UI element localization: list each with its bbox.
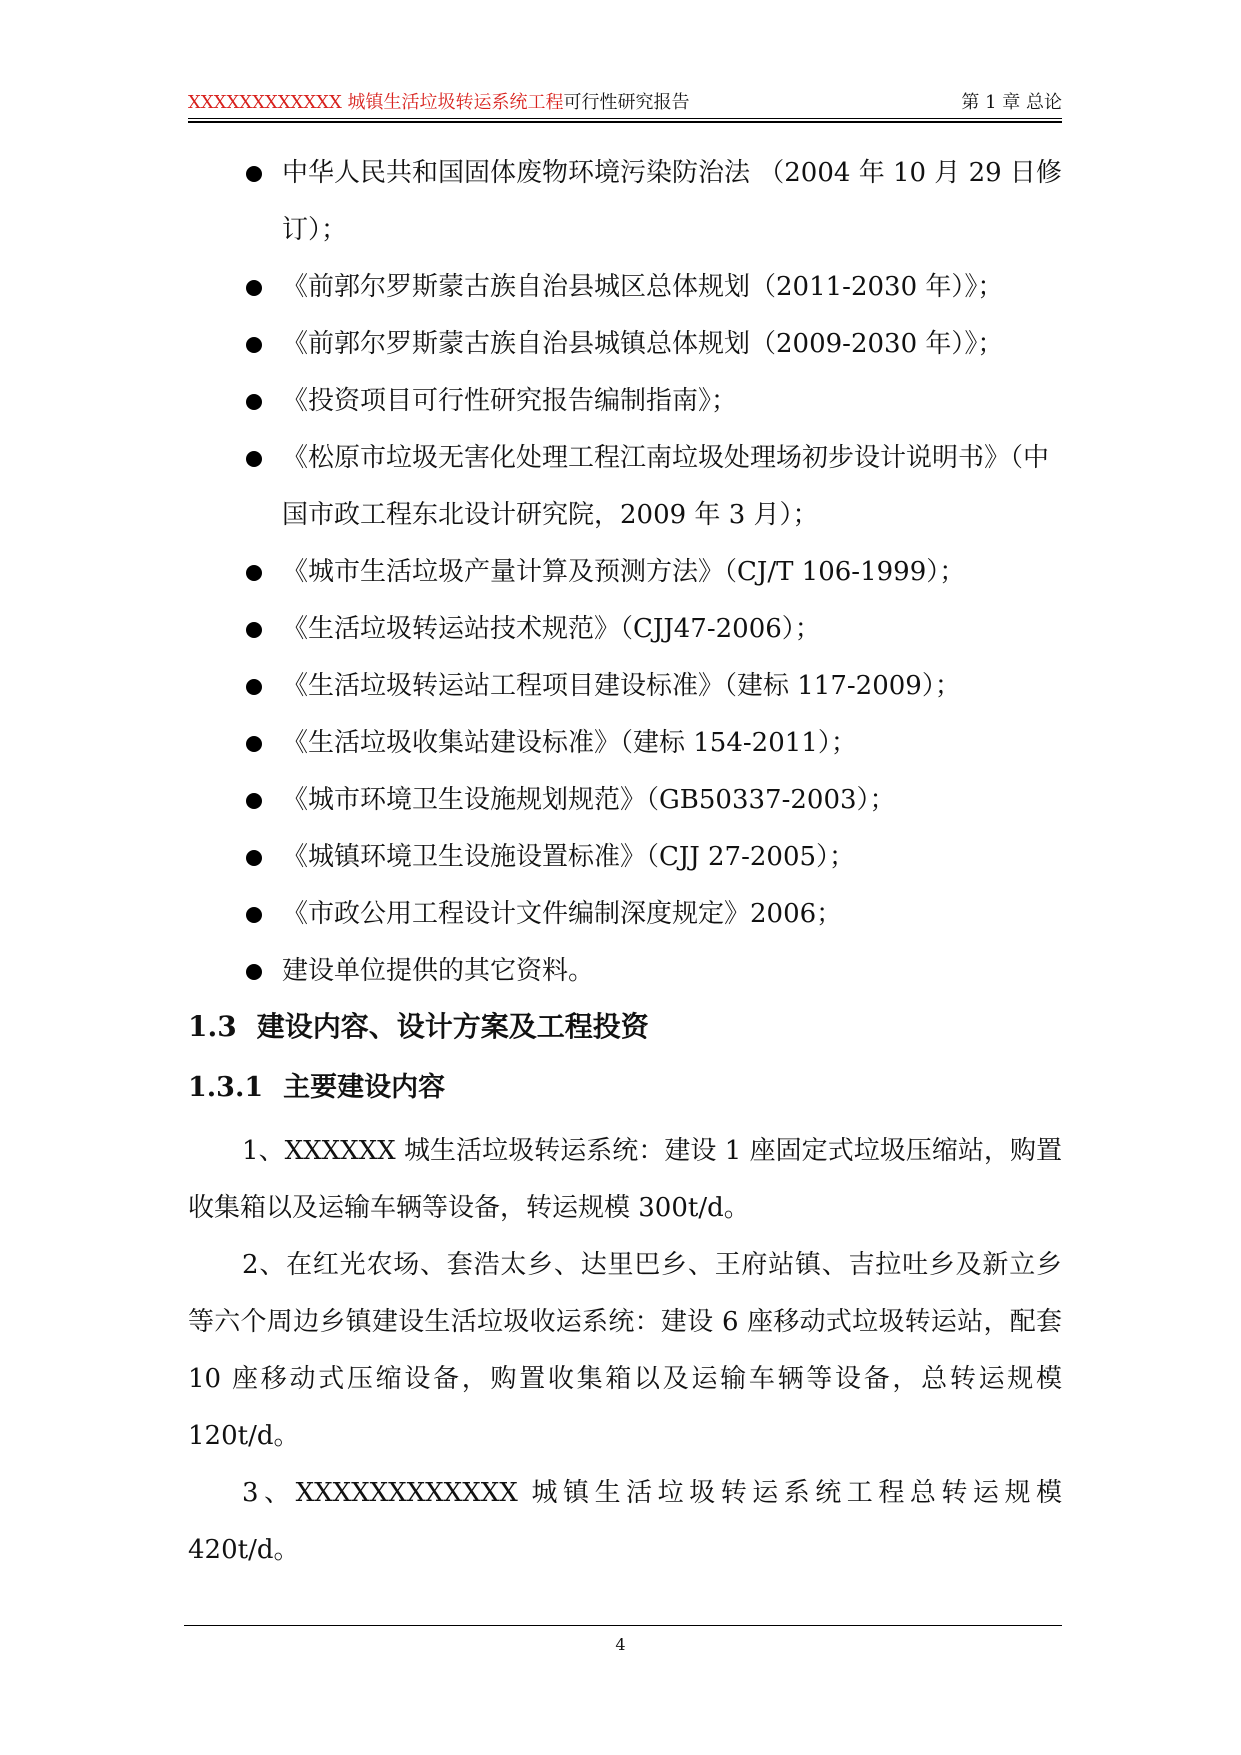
section-heading <box>188 1005 649 1045</box>
bullet-dot-icon <box>246 793 262 809</box>
header-chapter: 第 1 章 总论 <box>961 92 1062 113</box>
reference-item <box>188 373 1062 430</box>
reference-item <box>188 715 1062 772</box>
bullet-dot-icon <box>246 679 262 695</box>
reference-text: 《市政公用工程设计文件编制深度规定》2006； <box>282 899 843 929</box>
subsection-title: 主要建设内容 <box>283 1072 446 1103</box>
reference-text: 《投资项目可行性研究报告编制指南》； <box>282 386 738 416</box>
bullet-dot-icon <box>246 850 262 866</box>
page-header <box>188 80 1062 120</box>
reference-item <box>188 601 1062 658</box>
body-paragraph-3: 3、XXXXXXXXXXXX 城镇生活垃圾转运系统工程总转运规模 420t/d。 <box>188 1478 1062 1565</box>
bullet-dot-icon <box>246 280 262 296</box>
bullet-dot-icon <box>246 907 262 923</box>
bullet-dot-icon <box>246 166 262 182</box>
reference-text: 《城镇环境卫生设施设置标准》（CJJ 27-2005）； <box>282 842 856 872</box>
reference-item <box>188 544 1062 601</box>
reference-item <box>188 316 1062 373</box>
section-title: 建设内容、设计方案及工程投资 <box>256 1010 649 1043</box>
reference-item <box>188 886 1062 943</box>
reference-text: 《松原市垃圾无害化处理工程江南垃圾处理场初步设计说明书》（中国市政工程东北设计研究院，2009 年 3 月）； <box>282 443 1050 530</box>
reference-text: 《生活垃圾转运站工程项目建设标准》（建标 117-2009）； <box>282 671 961 701</box>
subsection-number: 1.3.1 <box>188 1072 264 1103</box>
reference-text: 《城市环境卫生设施规划规范》（GB50337-2003）； <box>282 785 896 815</box>
reference-text: 建设单位提供的其它资料。 <box>282 956 595 986</box>
reference-item <box>188 430 1062 544</box>
reference-text: 《城市生活垃圾产量计算及预测方法》（CJ/T 106-1999）； <box>282 557 966 587</box>
reference-item <box>188 772 1062 829</box>
header-report-type: 可行性研究报告 <box>563 92 690 113</box>
body-paragraph-2: 2、在红光农场、套浩太乡、达里巴乡、王府站镇、吉拉吐乡及新立乡等六个周边乡镇建设生活垃圾收运系统：建设 6 座移动式垃圾转运站，配套 10 座移动式压缩设备，购置收集箱以及运输车辆等设备，总转运规模 120t/d。 <box>188 1250 1062 1451</box>
bullet-dot-icon <box>246 736 262 752</box>
bullet-dot-icon <box>246 337 262 353</box>
header-title <box>188 88 690 114</box>
reference-item <box>188 829 1062 886</box>
bullet-dot-icon <box>246 622 262 638</box>
reference-text: 中华人民共和国固体废物环境污染防治法 （2004 年 10 月 29 日修订）； <box>282 158 1062 245</box>
subsection-heading <box>188 1065 445 1104</box>
body-paragraph-1: 1、XXXXXX 城生活垃圾转运系统：建设 1 座固定式垃圾压缩站，购置收集箱以及运输车辆等设备，转运规模 300t/d。 <box>188 1136 1062 1223</box>
reference-text: 《生活垃圾转运站技术规范》（CJJ47-2006）； <box>282 614 821 644</box>
reference-item <box>188 259 1062 316</box>
bullet-dot-icon <box>246 565 262 581</box>
section-number: 1.3 <box>188 1010 237 1043</box>
reference-item <box>188 145 1062 259</box>
footer-rule <box>184 1625 1062 1626</box>
header-rule-thick <box>188 121 1062 123</box>
reference-list <box>188 145 1062 1000</box>
reference-item <box>188 658 1062 715</box>
bullet-dot-icon <box>246 964 262 980</box>
header-project-name: XXXXXXXXXXXX 城镇生活垃圾转运系统工程 <box>188 92 564 113</box>
reference-text: 《生活垃圾收集站建设标准》（建标 154-2011）； <box>282 728 857 758</box>
reference-text: 《前郭尔罗斯蒙古族自治县城镇总体规划（2009-2030 年）》； <box>282 329 1004 359</box>
header-rule <box>188 118 1062 119</box>
bullet-dot-icon <box>246 451 262 467</box>
page-number: 4 <box>615 1635 626 1654</box>
reference-text: 《前郭尔罗斯蒙古族自治县城区总体规划（2011-2030 年）》； <box>282 272 1004 302</box>
bullet-dot-icon <box>246 394 262 410</box>
reference-item <box>188 943 1062 1000</box>
